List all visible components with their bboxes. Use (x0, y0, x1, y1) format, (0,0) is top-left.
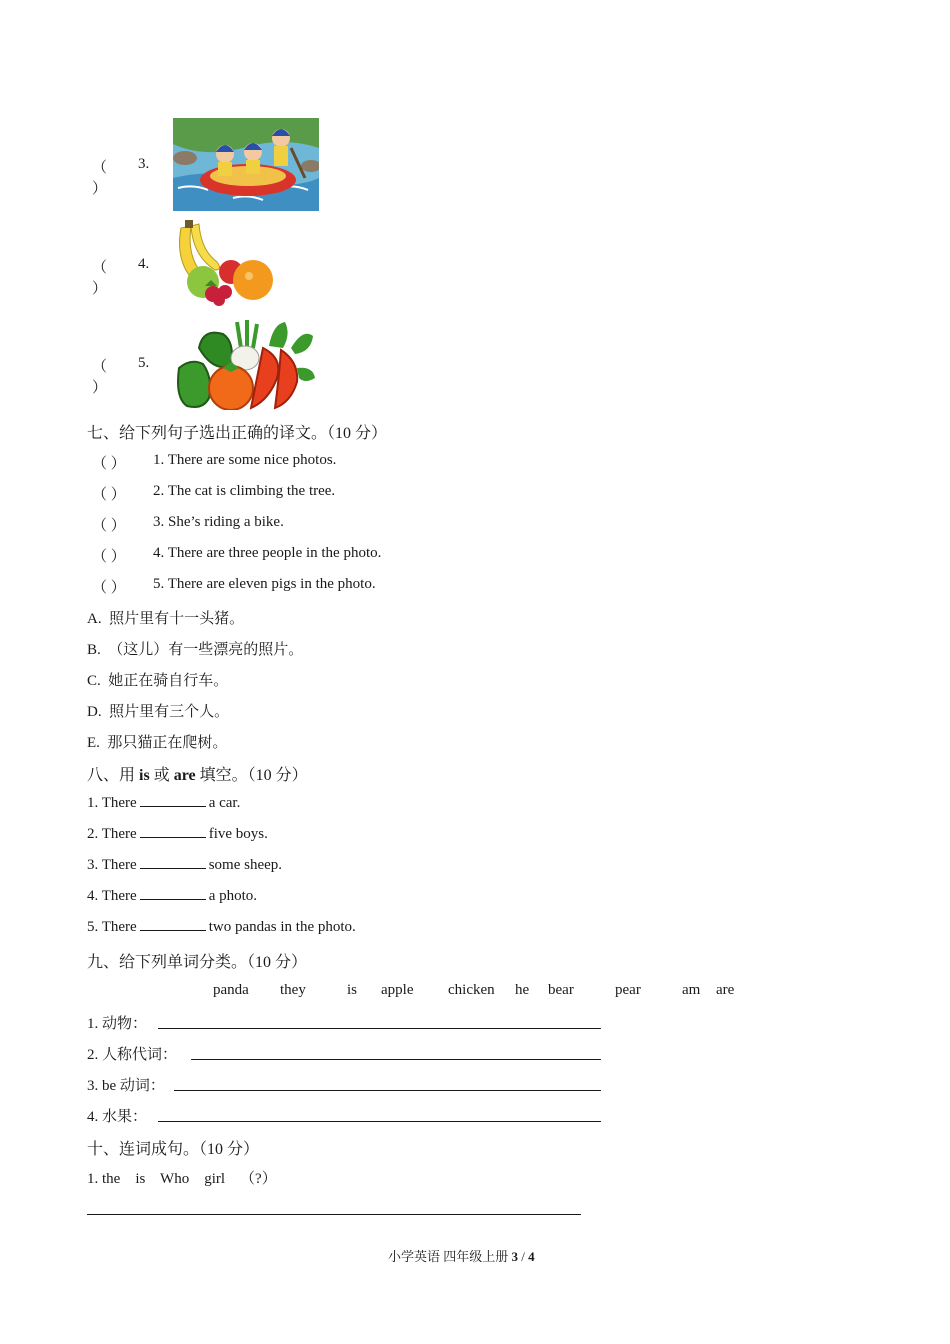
page-footer: 小学英语 四年级上册 3 / 4 (388, 1249, 535, 1264)
option-a: A. 照片里有十一头猪。 (87, 611, 245, 627)
translation-item (92, 452, 126, 473)
answer-bracket[interactable]: （ ） (92, 518, 126, 534)
word-bank-item: bear (548, 982, 574, 998)
translation-item (92, 576, 126, 597)
answer-blank[interactable] (140, 794, 206, 807)
answer-bracket[interactable]: （ ） (92, 260, 108, 297)
word-bank-item: chicken (448, 982, 495, 998)
vegetables-picture (173, 318, 317, 410)
category-label: 2. 人称代词： (87, 1047, 178, 1063)
category-label: 3. be 动词： (87, 1078, 165, 1094)
answer-line[interactable] (158, 1121, 601, 1122)
item-number: 4. (138, 256, 150, 272)
answer-bracket[interactable]: （ ） (92, 549, 126, 565)
word-bank-item: are (716, 982, 735, 998)
answer-blank[interactable] (140, 887, 206, 900)
item-number: 5. (138, 355, 150, 371)
option-c: C. 她正在骑自行车。 (87, 673, 229, 689)
page-number: 3 (511, 1249, 519, 1264)
translation-sentence: 2. The cat is climbing the tree. (153, 483, 336, 499)
category-label: 4. 水果： (87, 1109, 148, 1125)
answer-bracket[interactable]: （ ） (92, 580, 126, 596)
answer-blank[interactable] (140, 856, 206, 869)
word-bank-item: they (280, 982, 306, 998)
fill-blank-item: 5. There two pandas in the photo. (87, 919, 356, 935)
scrambled-sentence: 1. the is Who girl （?） (87, 1171, 277, 1187)
answer-line[interactable] (87, 1214, 581, 1215)
answer-bracket[interactable]: （ ） (92, 359, 108, 396)
page-total: 4 (528, 1249, 535, 1264)
answer-line[interactable] (174, 1090, 601, 1091)
answer-bracket[interactable]: （ ） (92, 160, 108, 197)
option-d: D. 照片里有三个人。 (87, 704, 230, 720)
fill-blank-item: 2. There five boys. (87, 826, 268, 842)
word-bank-item: apple (381, 982, 414, 998)
answer-blank[interactable] (140, 825, 206, 838)
fill-blank-item: 4. There a photo. (87, 888, 258, 904)
translation-sentence: 4. There are three people in the photo. (153, 545, 382, 561)
option-b: B. （这儿）有一些漂亮的照片。 (87, 642, 304, 658)
word-bank-item: he (515, 982, 530, 998)
word-bank-item: panda (213, 982, 249, 998)
answer-blank[interactable] (140, 918, 206, 931)
section-9-title: 九、给下列单词分类。（10 分） (87, 954, 308, 971)
translation-sentence: 5. There are eleven pigs in the photo. (153, 576, 376, 592)
translation-sentence: 3. She’s riding a bike. (153, 514, 284, 530)
section-8-title: 八、用 is 或 are 填空。（10 分） (87, 767, 308, 784)
word-bank-item: is (347, 982, 358, 998)
translation-item (92, 514, 126, 535)
item-number: 3. (138, 156, 150, 172)
option-e: E. 那只猫正在爬树。 (87, 735, 228, 751)
translation-item (92, 545, 126, 566)
section-7-title: 七、给下列句子选出正确的译文。（10 分） (87, 425, 388, 442)
kids-rafting-picture (173, 118, 319, 211)
fill-blank-item: 3. There some sheep. (87, 857, 283, 873)
answer-bracket[interactable]: （ ） (92, 456, 126, 472)
answer-line[interactable] (191, 1059, 601, 1060)
fill-blank-item: 1. There a car. (87, 795, 241, 811)
fruit-picture (173, 220, 275, 306)
category-label: 1. 动物： (87, 1016, 148, 1032)
translation-item (92, 483, 126, 504)
answer-bracket[interactable]: （ ） (92, 487, 126, 503)
translation-sentence: 1. There are some nice photos. (153, 452, 337, 468)
section-10-title: 十、连词成句。（10 分） (87, 1141, 260, 1158)
word-bank-item: am (682, 982, 701, 998)
answer-line[interactable] (158, 1028, 601, 1029)
word-bank-item: pear (615, 982, 641, 998)
